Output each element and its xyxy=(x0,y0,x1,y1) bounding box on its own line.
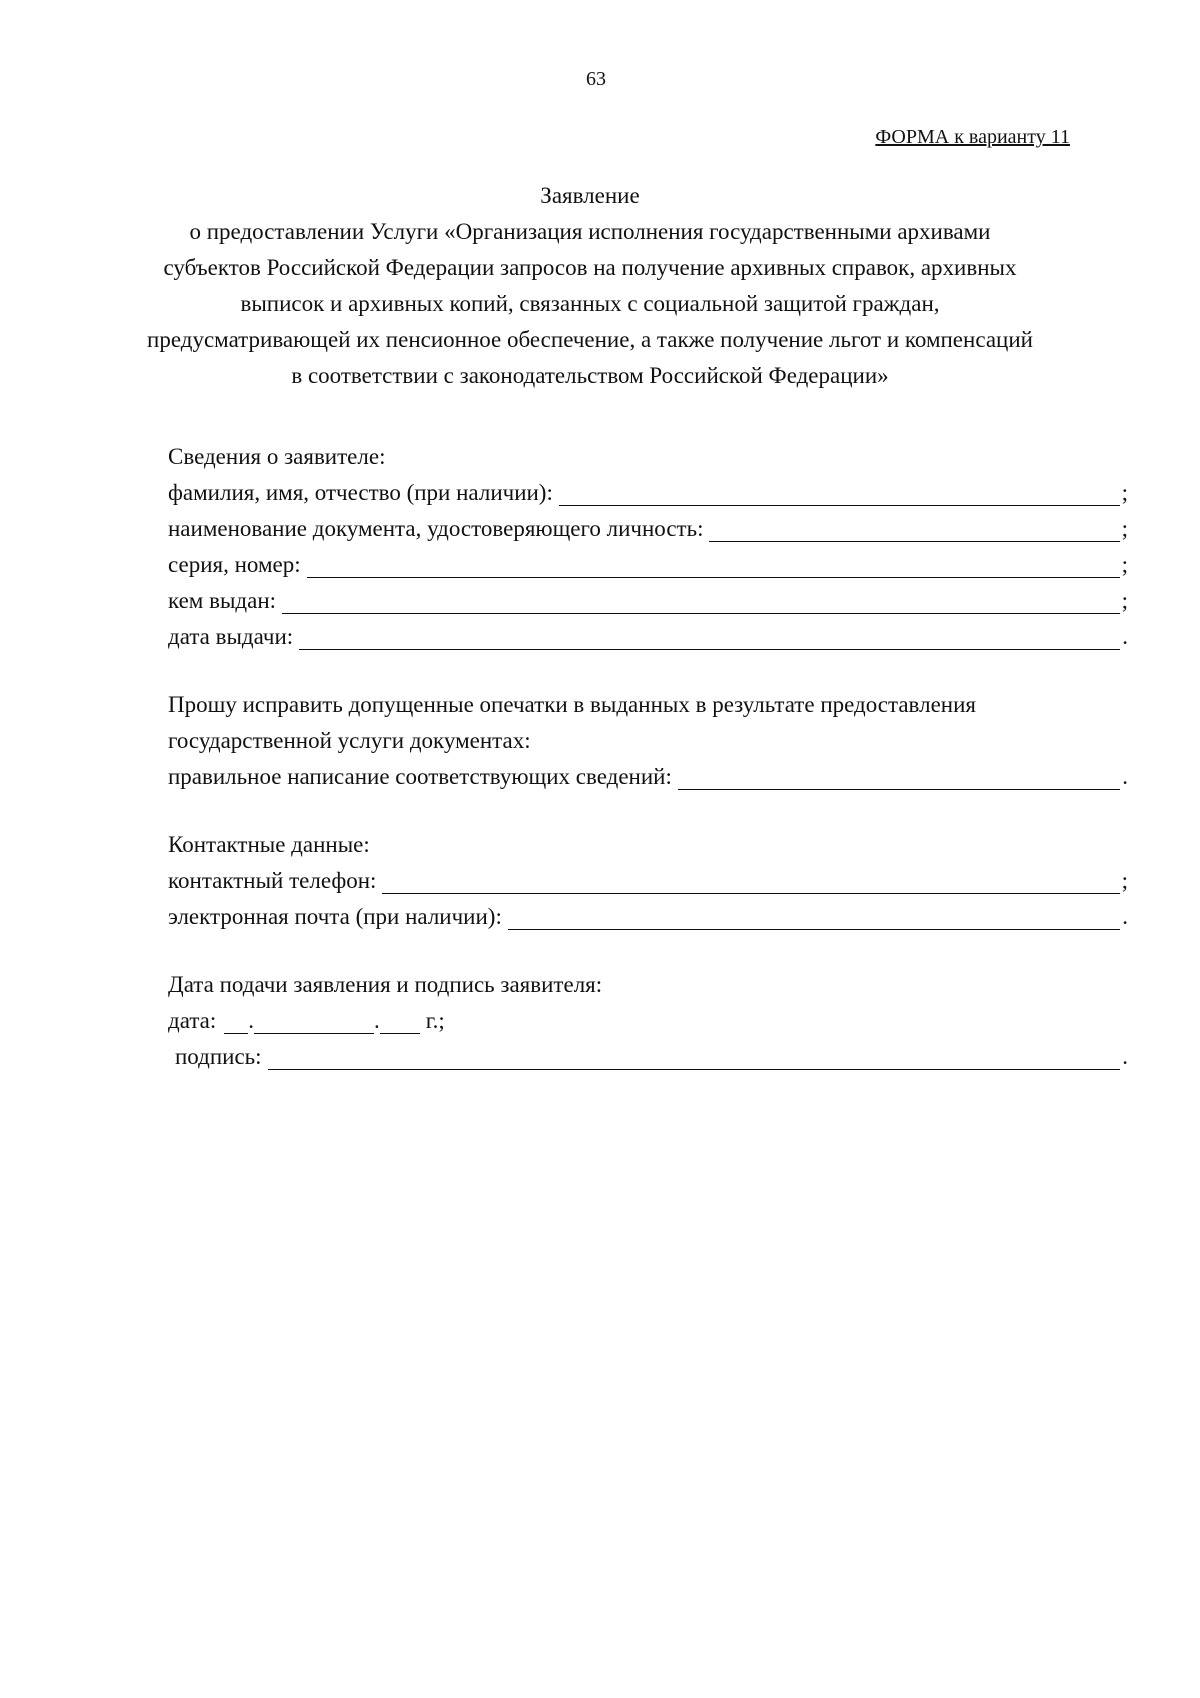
month-field[interactable] xyxy=(254,1009,374,1034)
request-text-line: государственной услуги документах: xyxy=(168,728,531,753)
date-separator: . xyxy=(374,1008,380,1033)
field-end-mark: . xyxy=(1122,764,1128,789)
correct-spelling-label: правильное написание соответствующих сведений: xyxy=(168,764,672,789)
signature-heading: Дата подачи заявления и подпись заявителя: xyxy=(168,972,603,997)
full-name-field[interactable] xyxy=(559,481,1120,506)
email-label: электронная почта (при наличии): xyxy=(168,904,502,929)
field-end-mark: ; xyxy=(1121,480,1128,505)
field-end-mark: ; xyxy=(1121,588,1128,613)
issued-by-row xyxy=(168,578,1128,614)
form-reference: ФОРМА к варианту 11 xyxy=(875,126,1070,148)
date-separator: . xyxy=(248,1008,254,1033)
day-field[interactable] xyxy=(224,1009,248,1034)
id-document-row xyxy=(168,506,1128,542)
correct-spelling-row xyxy=(168,754,1128,790)
field-end-mark: . xyxy=(1122,624,1128,649)
title-heading: Заявление xyxy=(540,183,640,208)
page-number: 63 xyxy=(586,68,606,90)
request-text-line: Прошу исправить допущенные опечатки в выданных в результате предоставления xyxy=(168,692,976,717)
id-document-label: наименование документа, удостоверяющего личность: xyxy=(168,516,704,541)
issue-date-label: дата выдачи: xyxy=(168,624,294,649)
id-document-field[interactable] xyxy=(709,517,1119,542)
full-name-row xyxy=(168,470,1128,506)
signature-field[interactable] xyxy=(268,1045,1121,1070)
date-row xyxy=(168,998,1128,1034)
phone-field[interactable] xyxy=(382,869,1119,894)
contacts-section xyxy=(168,822,1128,930)
signature-row xyxy=(168,1034,1128,1070)
year-field[interactable] xyxy=(380,1009,420,1034)
field-end-mark: ; xyxy=(1121,868,1128,893)
series-number-field[interactable] xyxy=(307,553,1120,578)
issue-date-field[interactable] xyxy=(299,625,1120,650)
series-number-row xyxy=(168,542,1128,578)
field-end-mark: ; xyxy=(1121,552,1128,577)
phone-label: контактный телефон: xyxy=(168,868,377,893)
title-line: о предоставлении Услуги «Организация исполнения государственными архивами xyxy=(189,219,991,244)
phone-row xyxy=(168,858,1128,894)
full-name-label: фамилия, имя, отчество (при наличии): xyxy=(168,480,553,505)
series-number-label: серия, номер: xyxy=(168,552,301,577)
title-line: предусматривающей их пенсионное обеспечение, а также получение льгот и компенсаций xyxy=(147,327,1033,352)
field-end-mark: . xyxy=(1122,1044,1128,1069)
issued-by-label: кем выдан: xyxy=(168,588,277,613)
issued-by-field[interactable] xyxy=(282,589,1120,614)
email-row xyxy=(168,894,1128,930)
issue-date-row xyxy=(168,614,1128,650)
title-line: в соответствии с законодательством Российской Федерации» xyxy=(291,363,889,388)
year-suffix: г.; xyxy=(425,1008,445,1033)
applicant-heading: Сведения о заявителе: xyxy=(168,444,386,469)
field-end-mark: . xyxy=(1122,904,1128,929)
signature-section xyxy=(168,962,1128,1070)
signature-label: подпись: xyxy=(175,1044,262,1069)
contacts-heading: Контактные данные: xyxy=(168,832,370,857)
field-end-mark: ; xyxy=(1121,516,1128,541)
document-title xyxy=(140,178,1040,394)
email-field[interactable] xyxy=(508,905,1120,930)
correct-spelling-field[interactable] xyxy=(678,765,1120,790)
date-label: дата: xyxy=(168,1008,217,1033)
title-line: выписок и архивных копий, связанных с социальной защитой граждан, xyxy=(240,291,940,316)
applicant-section xyxy=(168,434,1128,650)
title-line: субъектов Российской Федерации запросов на получение архивных справок, архивных xyxy=(163,255,1017,280)
request-section xyxy=(168,682,1128,790)
